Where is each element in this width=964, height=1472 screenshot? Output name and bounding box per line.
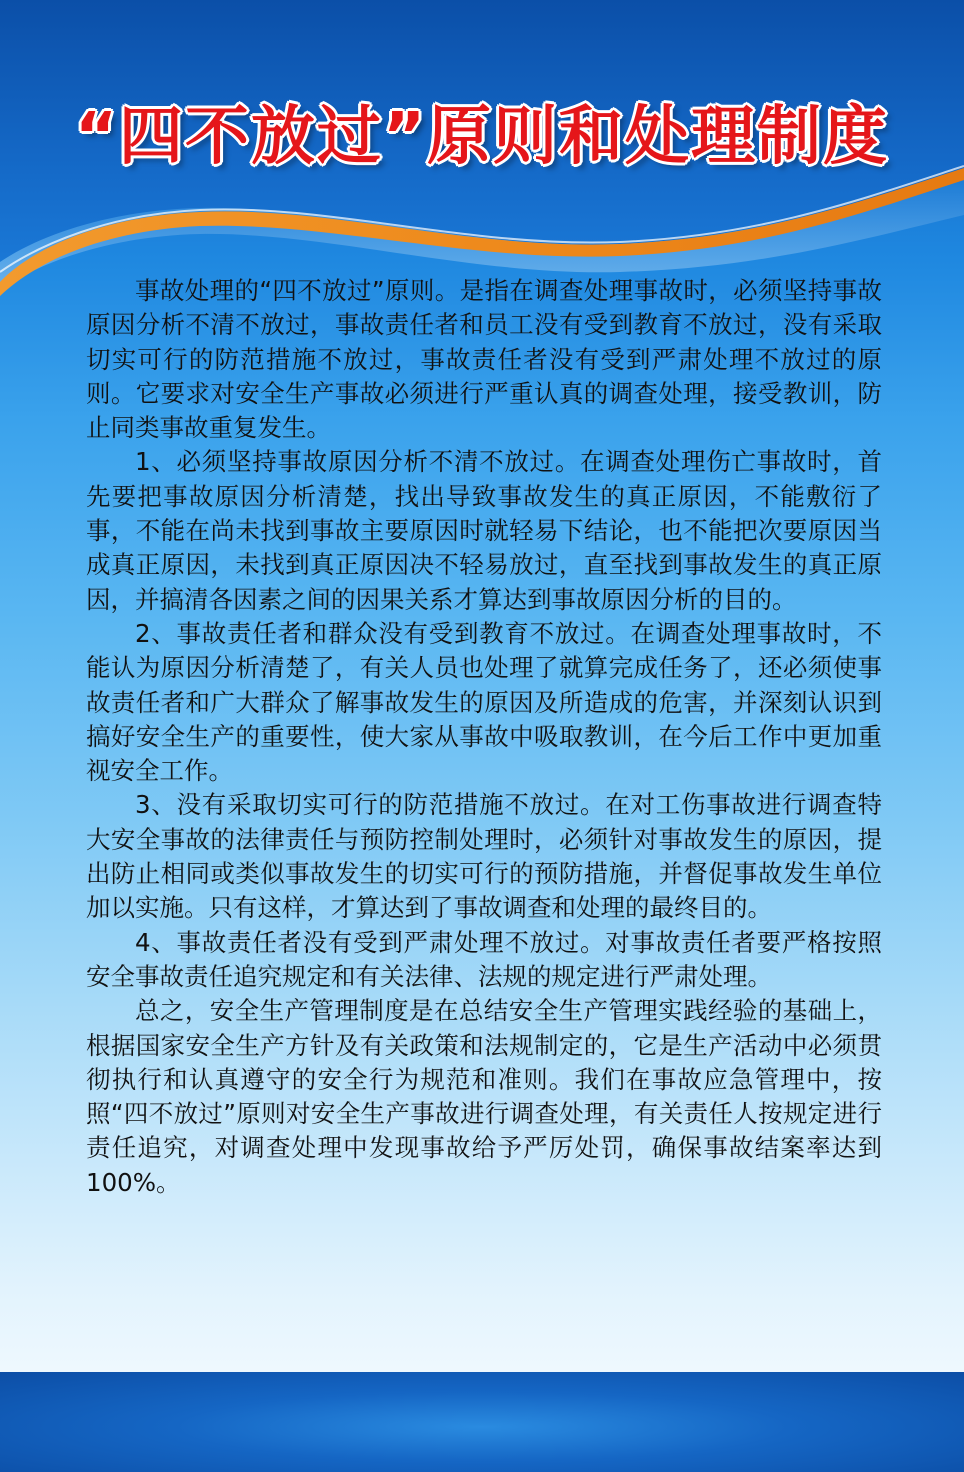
poster-title: “四不放过”原则和处理制度 xyxy=(74,100,890,174)
paragraph-2: 2、事故责任者和群众没有受到教育不放过。在调查处理事故时，不能认为原因分析清楚了，有关人员也处理了就算完成任务了，还必须使事故责任者和广大群众了解事故发生的原因及所造成的危害，并深刻认识到搞好安全生产的重要性，使大家从事故中吸取教训，在今后工作中更加重视安全工作。 xyxy=(86,618,882,786)
footer-band xyxy=(0,1372,964,1472)
paragraph-intro: 事故处理的“四不放过”原则。是指在调查处理事故时，必须坚持事故原因分析不清不放过，事故责任者和员工没有受到教育不放过，没有采取切实可行的防范措施不放过，事故责任者没有受到严肃处理不放过的原则。它要求对安全生产事故必须进行严重认真的调查处理，接受教训，防止同类事故重复发生。 xyxy=(86,276,882,443)
paragraph-4: 4、事故责任者没有受到严肃处理不放过。对事故责任者要严格按照安全事故责任追究规定和有关法律、法规的规定进行严肃处理。 xyxy=(86,927,882,991)
body-text xyxy=(86,274,882,1200)
paragraph-1: 1、必须坚持事故原因分析不清不放过。在调查处理伤亡事故时，首先要把事故原因分析清楚，找出导致事故发生的真正原因，不能敷衍了事，不能在尚未找到事故主要原因时就轻易下结论，也不能把次要原因当成真正原因，未找到真正原因决不轻易放过，直至找到事故发生的真正原因，并搞清各因素之间的因果关系才算达到事故原因分析的目的。 xyxy=(86,447,882,614)
paragraph-summary: 总之，安全生产管理制度是在总结安全生产管理实践经验的基础上，根据国家安全生产方针及有关政策和法规制定的，它是生产活动中必须贯彻执行和认真遵守的安全行为规范和准则。我们在事故应急管理中，按照“四不放过”原则对安全生产事故进行调查处理，有关责任人按规定进行责任追究，对调查处理中发现事故给予严厉处罚，确保事故结案率达到100%。 xyxy=(86,996,882,1197)
paragraph-3: 3、没有采取切实可行的防范措施不放过。在对工伤事故进行调查特大安全事故的法律责任与预防控制处理时，必须针对事故发生的原因，提出防止相同或类似事故发生的切实可行的预防措施，并督促事故发生单位加以实施。只有这样，才算达到了事故调查和处理的最终目的。 xyxy=(86,790,882,923)
